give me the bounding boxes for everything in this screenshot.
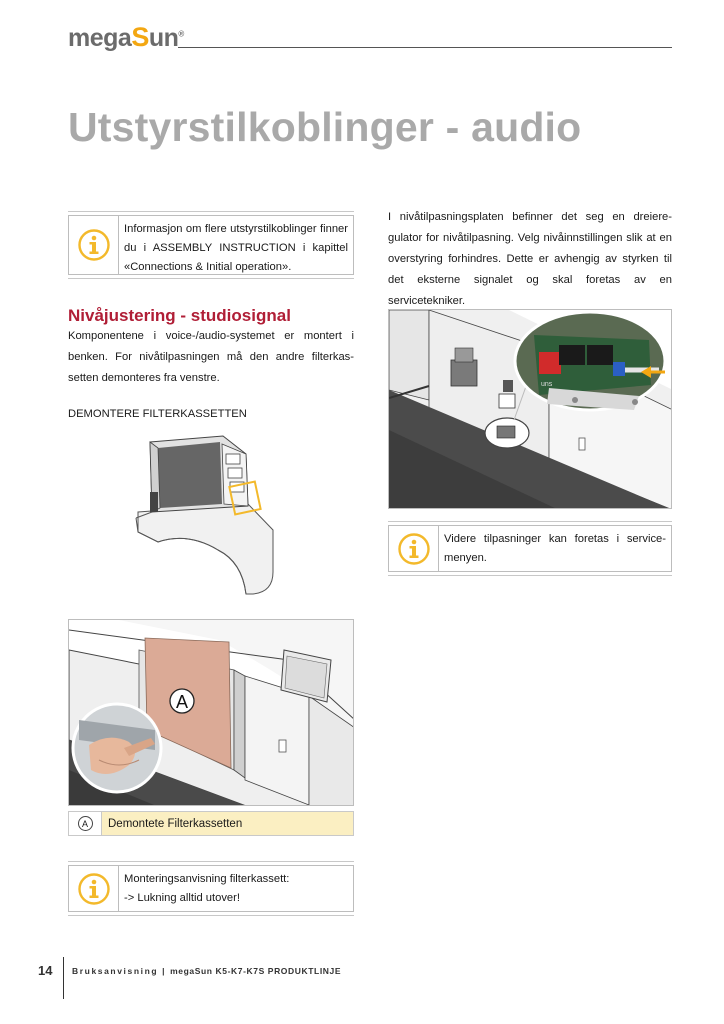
filter-cassette-figure	[68, 619, 354, 806]
board-label: uns	[541, 381, 553, 388]
info-box-service	[388, 521, 672, 576]
info-text-mounting: Monteringsanvisning filterkassett: -> Lukning alltid utover!	[124, 873, 290, 904]
megasun-logo: megaSun®	[68, 22, 184, 52]
desk-illustration	[128, 432, 278, 604]
section-heading: Nivåjustering - studiosignal	[68, 306, 291, 325]
legend-key: A	[69, 812, 102, 835]
info-icon	[77, 872, 111, 906]
header-divider	[178, 47, 672, 48]
info-box-mounting	[68, 861, 354, 916]
page-number: 14	[38, 963, 53, 978]
footer-divider	[63, 957, 64, 999]
footer-text: Bruksanvisning | megaSun K5-K7-K7S PRODUKTLINJE	[72, 966, 342, 976]
level-board-figure	[388, 309, 672, 509]
page-title: Utstyrstilkoblinger - audio	[68, 104, 582, 150]
info-box-assembly	[68, 211, 354, 279]
left-paragraph: Komponentene i voice-/audio-systemet er montert i benken. For nivåtilpasningen må den andre filterkas-setten demonteres fra venstre.	[68, 330, 354, 384]
info-text-assembly: Informasjon om flere utstyrstilkoblinger finner du i ASSEMBLY INSTRUCTION i kapittel «Connections & Initial operation».	[124, 223, 348, 273]
right-paragraph: I nivåtilpasningsplaten befinner det seg en dreiere-gulator for nivåtilpasning. Velg nivåinnstillingen slik at en overstyring forhindres. Dette er avhengig av styrken til det eksterne signalet og skal foretas av en servicetekniker.	[388, 211, 672, 307]
step-label: DEMONTERE FILTERKASSETTEN	[68, 408, 247, 420]
info-text-service: Videre tilpasninger kan foretas i service-menyen.	[444, 533, 666, 564]
figure-legend	[68, 811, 354, 836]
legend-text: Demontete Filterkassetten	[102, 812, 353, 835]
callout-a: A	[175, 692, 189, 712]
info-icon	[77, 228, 111, 262]
info-icon	[397, 532, 431, 566]
